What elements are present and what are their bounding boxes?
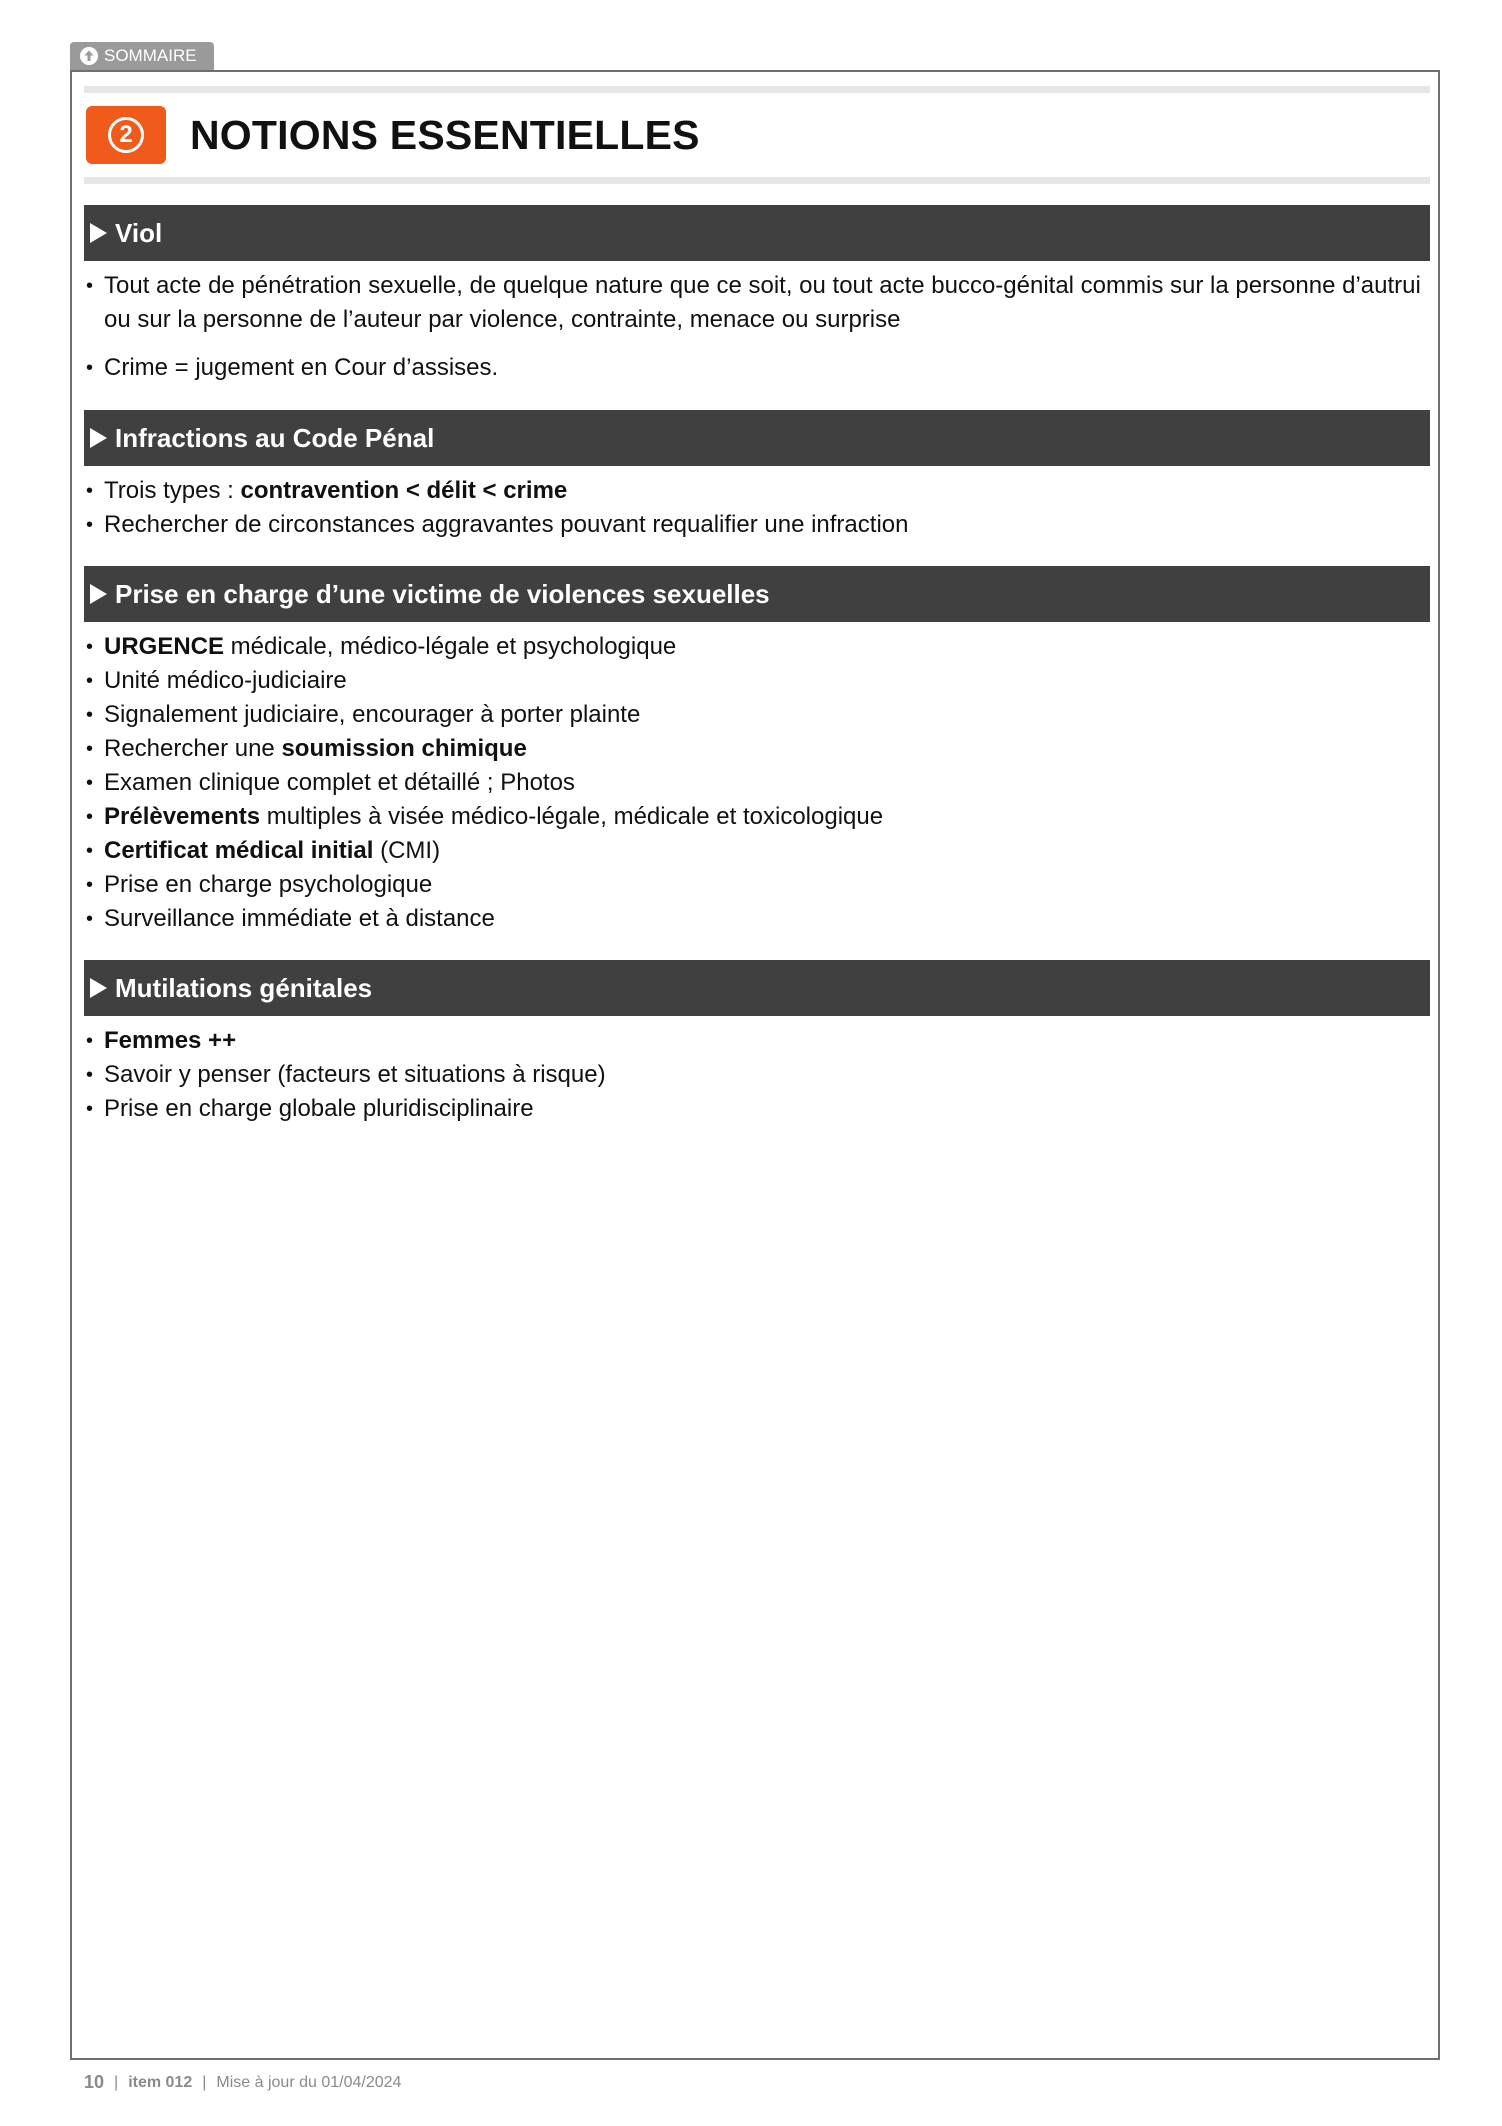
section-header-prise-en-charge bbox=[84, 566, 1430, 622]
list-item bbox=[86, 732, 1428, 766]
page-number: 10 bbox=[84, 2072, 105, 2092]
list-item bbox=[86, 630, 1428, 664]
play-triangle-icon bbox=[90, 223, 107, 243]
section-title: Viol bbox=[115, 217, 163, 248]
list-item bbox=[86, 1024, 1428, 1058]
page-footer bbox=[84, 2072, 401, 2093]
list-item bbox=[86, 1058, 1428, 1092]
bullet-list-mutilations bbox=[86, 1024, 1428, 1126]
list-item bbox=[86, 800, 1428, 834]
section-header-infractions bbox=[84, 410, 1430, 466]
update-date: Mise à jour du 01/04/2024 bbox=[216, 2073, 402, 2091]
list-item bbox=[86, 902, 1428, 936]
text-run: Surveillance immédiate et à distance bbox=[104, 905, 495, 932]
text-run: Prise en charge globale pluridisciplinaire bbox=[104, 1095, 534, 1122]
section-title: Prise en charge d’une victime de violences sexuelles bbox=[115, 578, 770, 609]
text-run: Crime = jugement en Cour d’assises. bbox=[104, 354, 499, 381]
bullet-list-prise-en-charge bbox=[86, 630, 1428, 936]
section-number: 2 bbox=[108, 117, 144, 153]
page-title: NOTIONS ESSENTIELLES bbox=[190, 112, 700, 158]
title-rule-top bbox=[84, 86, 1430, 93]
text-run: Trois types : bbox=[104, 477, 241, 504]
list-item bbox=[86, 698, 1428, 732]
text-run: Signalement judiciaire, encourager à porter plainte bbox=[104, 701, 641, 728]
bold-text: Certificat médical initial bbox=[104, 837, 374, 864]
list-item bbox=[86, 474, 1428, 508]
arrow-up-circle-icon bbox=[80, 47, 98, 65]
text-run: Unité médico-judiciaire bbox=[104, 667, 347, 694]
bold-text: Femmes ++ bbox=[104, 1027, 237, 1054]
sommaire-label: SOMMAIRE bbox=[104, 46, 197, 65]
list-item bbox=[86, 269, 1428, 337]
bullet-list-viol bbox=[86, 269, 1428, 399]
play-triangle-icon bbox=[90, 428, 107, 448]
content-frame bbox=[70, 70, 1440, 2060]
play-triangle-icon bbox=[90, 978, 107, 998]
list-item bbox=[86, 1092, 1428, 1126]
sommaire-link[interactable] bbox=[70, 42, 214, 70]
list-item bbox=[86, 351, 1428, 385]
bold-text: URGENCE bbox=[104, 633, 225, 660]
text-run: Tout acte de pénétration sexuelle, de quelque nature que ce soit, ou tout acte bucco-génital commis sur la personne d’autrui ou sur la personne de l’auteur par violence, contrainte, menace ou surprise bbox=[104, 272, 1421, 333]
text-run: multiples à visée médico-légale, médicale et toxicologique bbox=[260, 803, 884, 830]
item-number: item 012 bbox=[128, 2073, 193, 2091]
text-run: Rechercher une bbox=[104, 735, 282, 762]
text-run: Examen clinique complet et détaillé ; Photos bbox=[104, 769, 575, 796]
list-item bbox=[86, 508, 1428, 542]
section-number-badge bbox=[86, 106, 166, 164]
section-header-viol bbox=[84, 205, 1430, 261]
section-title: Infractions au Code Pénal bbox=[115, 422, 435, 453]
bold-text: contravention < délit < crime bbox=[240, 477, 568, 504]
list-item bbox=[86, 664, 1428, 698]
list-item bbox=[86, 766, 1428, 800]
title-block bbox=[84, 86, 1430, 184]
section-header-mutilations bbox=[84, 960, 1430, 1016]
footer-separator: | bbox=[202, 2073, 207, 2091]
text-run: Prise en charge psychologique bbox=[104, 871, 433, 898]
text-run: médicale, médico-légale et psychologique bbox=[224, 633, 677, 660]
footer-separator: | bbox=[114, 2073, 119, 2091]
section-title: Mutilations génitales bbox=[115, 972, 373, 1003]
bold-text: soumission chimique bbox=[281, 735, 527, 762]
list-item bbox=[86, 834, 1428, 868]
title-rule-bottom bbox=[84, 177, 1430, 184]
text-run: Rechercher de circonstances aggravantes pouvant requalifier une infraction bbox=[104, 511, 909, 538]
text-run: Savoir y penser (facteurs et situations à risque) bbox=[104, 1061, 606, 1088]
bold-text: Prélèvements bbox=[104, 803, 261, 830]
text-run: (CMI) bbox=[373, 837, 441, 864]
list-item bbox=[86, 868, 1428, 902]
bullet-list-infractions bbox=[86, 474, 1428, 542]
play-triangle-icon bbox=[90, 584, 107, 604]
